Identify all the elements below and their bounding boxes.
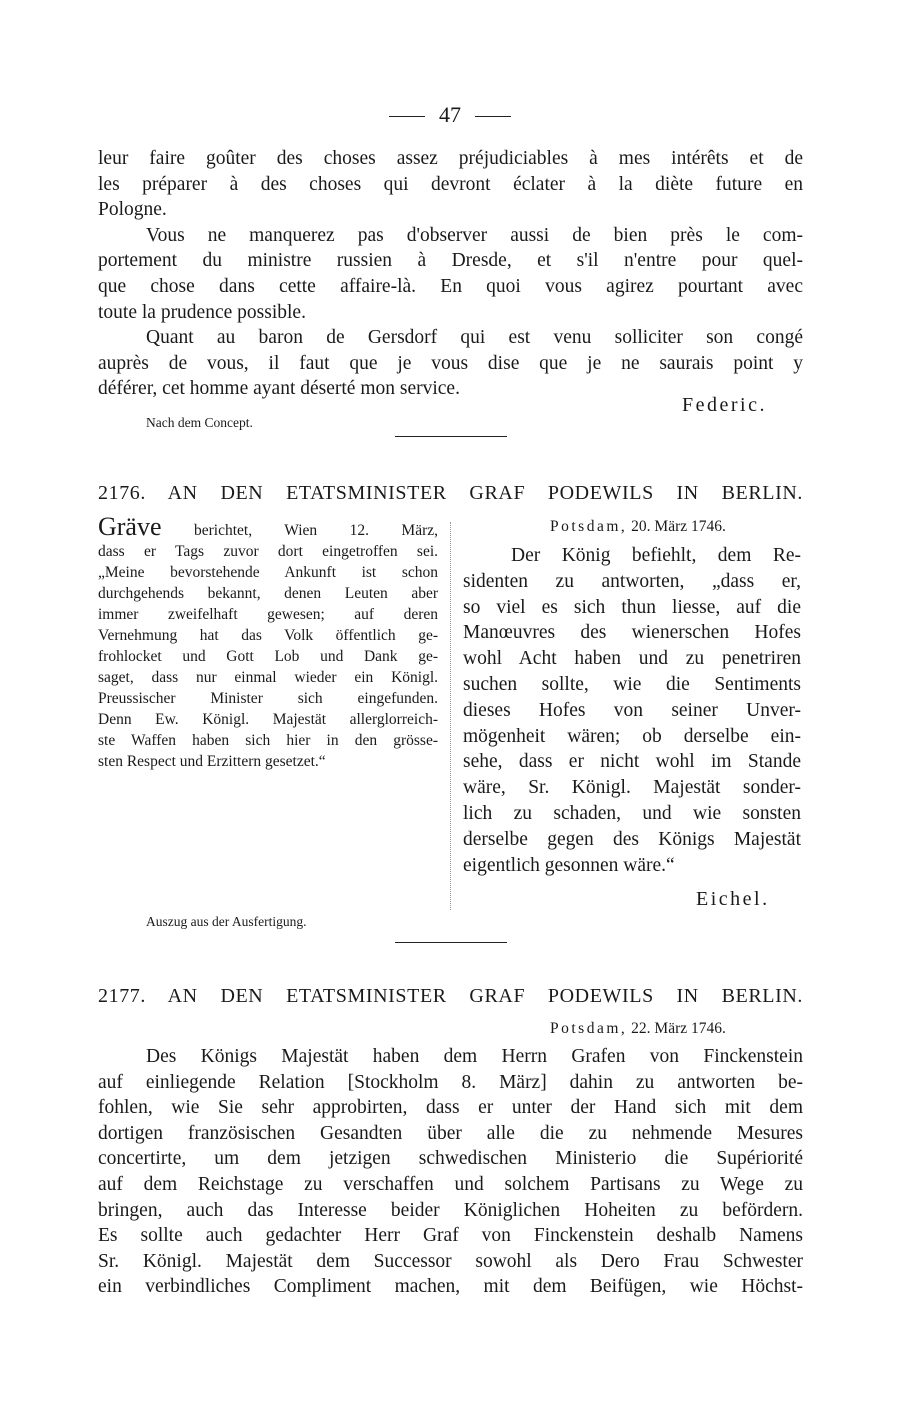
text-line: Vous ne manquerez pas d'observer aussi de bien près le com- — [146, 224, 803, 246]
summary-line: Preussischer Minister sich eingefunden. — [98, 690, 438, 707]
summary-line: saget, dass nur einmal wieder ein Königl. — [98, 669, 438, 686]
dateline-2177 — [550, 1020, 726, 1038]
top-letter-text — [98, 146, 803, 402]
text-line: bringen, auch das Interesse beider Königlichen Hoheiten zu befördern. — [98, 1199, 803, 1221]
reply-line: derselbe gegen des Königs Majestät — [463, 828, 801, 850]
reply-line: dieses Hofes von seiner Unver- — [463, 699, 801, 721]
text-line: Es sollte auch gedachter Herr Graf von Finckenstein deshalb Namens — [98, 1225, 803, 1247]
summary-line: frohlocket und Gott Lob und Dank ge- — [98, 648, 438, 665]
dateline-date: 22. März 1746. — [631, 1020, 726, 1037]
text-line: ein verbindliches Compliment machen, mit dem Beifügen, wie Höchst- — [98, 1276, 803, 1298]
summary-line: dass er Tags zuvor dort eingetroffen sei. — [98, 543, 438, 560]
reply-line: wohl Acht haben und zu penetriren — [463, 648, 801, 670]
dateline-place: Potsdam, — [550, 518, 628, 535]
text-line: que chose dans cette affaire-là. En quoi vous agirez pourtant avec — [98, 275, 803, 297]
summary-column — [98, 512, 439, 772]
source-note: Nach dem Concept. — [146, 415, 253, 430]
text-line: Des Königs Majestät haben dem Herrn Grafen von Finckenstein — [146, 1046, 803, 1067]
text-line: concertirte, um dem jetzigen schwedischen Ministerio die Supériorité — [98, 1148, 803, 1170]
reply-line: eigentlich gesonnen wäre.“ — [463, 854, 675, 876]
reply-line: Manœuvres des wienerschen Hofes — [463, 622, 801, 644]
summary-line: berichtet, Wien 12. März, — [193, 522, 439, 539]
page-header — [0, 102, 900, 128]
reply-line: mögenheit wären; ob derselbe ein- — [463, 725, 801, 747]
section-divider — [395, 436, 507, 437]
dateline-date: 20. März 1746. — [631, 518, 726, 535]
reply-line: Der König befiehlt, dem Re- — [511, 545, 801, 566]
reply-line: suchen sollte, wie die Sentiments — [463, 673, 801, 695]
text-line: Pologne. — [98, 199, 167, 221]
text-line: déférer, cet homme ayant déserté mon service. — [98, 378, 460, 400]
text-line: auf einliegende Relation [Stockholm 8. März] dahin zu antworten be- — [98, 1071, 803, 1093]
entry-2177-text — [98, 1044, 803, 1300]
dateline-place: Potsdam, — [550, 1020, 628, 1037]
text-line: leur faire goûter des choses assez préjudiciables à mes intérêts et de — [98, 148, 803, 169]
summary-line: „Meine bevorstehende Ankunft ist schon — [98, 564, 438, 581]
reply-column — [463, 543, 801, 878]
summary-line: immer zweifelhaft gewesen; auf deren — [98, 606, 438, 623]
page-number: 47 — [439, 102, 461, 127]
summary-line: Vernehmung hat das Volk öffentlich ge- — [98, 627, 438, 644]
entry-heading-2176: 2176. AN DEN ETATSMINISTER GRAF PODEWILS IN BERLIN. — [98, 482, 803, 504]
reply-line: sehe, dass er nicht wohl im Stande — [463, 751, 801, 773]
reply-line: sidenten zu antworten, „dass er, — [463, 570, 801, 592]
signature-federic: Federic. — [682, 394, 767, 416]
header-dash-right — [475, 116, 511, 117]
text-line: Sr. Königl. Majestät dem Successor sowohl als Dero Frau Schwester — [98, 1250, 803, 1272]
dateline-2176 — [550, 518, 726, 536]
text-line: Quant au baron de Gersdorf qui est venu solliciter son congé — [146, 327, 803, 349]
source-note: Auszug aus der Ausfertigung. — [146, 914, 307, 929]
summary-first-word: Gräve — [98, 512, 162, 541]
summary-line: sten Respect und Erzittern gesetzet.“ — [98, 753, 326, 770]
summary-line: ste Waffen haben sich hier in den grösse- — [98, 732, 438, 749]
text-line: auprès de vous, il faut que je vous dise que je ne saurais point y — [98, 352, 803, 374]
text-line: portement du ministre russien à Dresde, et s'il n'entre pour quel- — [98, 250, 803, 272]
summary-line: durchgehends bekannt, denen Leuten aber — [98, 585, 438, 602]
header-dash-left — [389, 116, 425, 117]
text-line: les préparer à des choses qui devront éclater à la diète future en — [98, 173, 803, 195]
summary-line: Denn Ew. Königl. Majestät allerglorreich- — [98, 711, 438, 728]
text-line: dortigen französischen Gesandten über alle die zu nehmende Mesures — [98, 1122, 803, 1144]
reply-line: so viel es sich thun liesse, auf die — [463, 596, 801, 618]
entry-heading-2177: 2177. AN DEN ETATSMINISTER GRAF PODEWILS IN BERLIN. — [98, 985, 803, 1007]
column-divider — [450, 522, 451, 910]
text-line: auf dem Reichstage zu verschaffen und solchem Partisans zu Wege zu — [98, 1173, 803, 1195]
signature-eichel: Eichel. — [696, 888, 770, 910]
reply-line: lich zu schaden, und wie sonsten — [463, 802, 801, 824]
section-divider — [395, 942, 507, 943]
text-line: toute la prudence possible. — [98, 301, 306, 323]
text-line: fohlen, wie Sie sehr approbirten, dass er unter der Hand sich mit dem — [98, 1097, 803, 1119]
reply-line: wäre, Sr. Königl. Majestät sonder- — [463, 777, 801, 799]
